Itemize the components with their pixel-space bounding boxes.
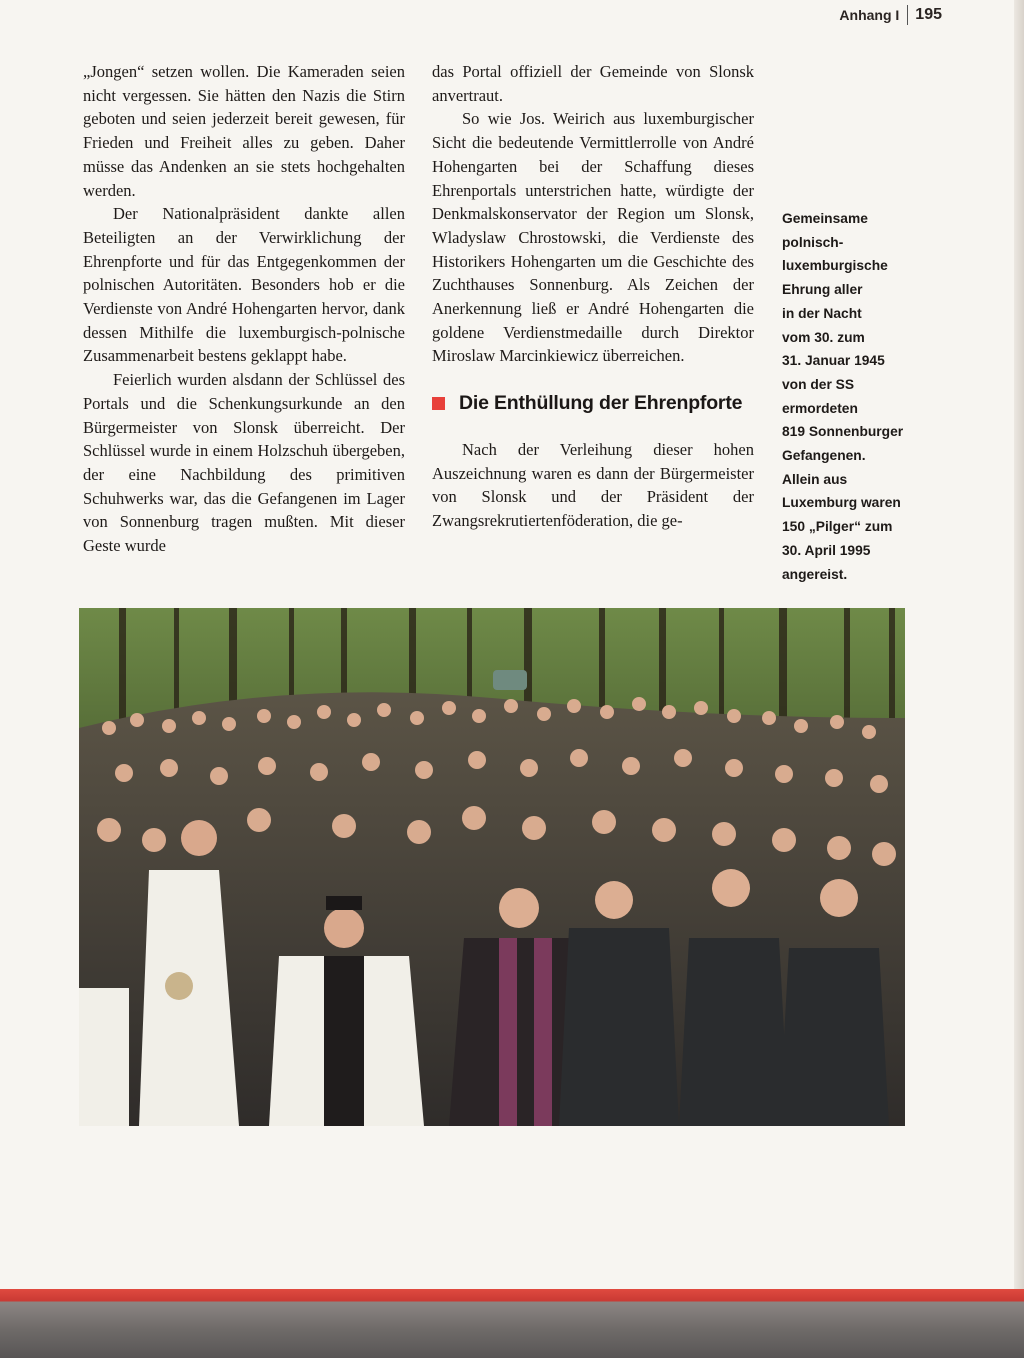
paragraph: Nach der Verleihung dieser hohen Auszeichnung waren es dann der Bürgermeister von Slonsk und der Präsident der Zwangsrekrutiertenföderation, die ge-	[432, 439, 754, 530]
paragraph: Feierlich wurden alsdann der Schlüssel des Portals und die Schenkungsurkunde an den Bürgermeister von Slonsk überreicht. Der Schlüssel wurde in einem Holzschuh übergeben, der eine Nachbildung des primitiven Schuhwerks war, das die Gefangenen im Lager von Sonnenburg tragen mußten. Mit dieser Geste wurde	[83, 370, 405, 556]
ceremony-photo	[79, 608, 905, 1126]
ceremony-photo-illustration	[79, 608, 905, 1126]
photo-caption: Gemeinsame polnisch- luxemburgische Ehrung aller in der Nacht vom 30. zum 31. Januar 1945 von der SS ermordeten 819 Sonnenburger Gefangenen. Allein aus Luxemburg waren 150 „Pilger“ zum 30. April 1995 angereist.	[782, 211, 904, 582]
running-head	[839, 4, 942, 26]
section-heading	[432, 392, 754, 416]
running-head-divider	[907, 5, 908, 25]
text-column-left	[83, 60, 405, 590]
running-head-section: Anhang I	[839, 7, 900, 23]
paragraph: das Portal offiziell der Gemeinde von Slonsk anvertraut.	[432, 62, 754, 105]
paragraph: Der Nationalpräsident dankte allen Beteiligten an der Verwirklichung der Ehrenpforte und für das Entgegenkommen der polnischen Autoritäten. Besonders hob er die Verdienste von André Hohengarten hervor, dank dessen Mithilfe die luxemburgisch-polnische Zusammenarbeit bestens geklappt habe.	[83, 204, 405, 366]
paragraph: So wie Jos. Weirich aus luxemburgischer Sicht die bedeutende Vermittlerrolle von André Hohengarten bei der Schaffung dieses Ehrenportals unterstrichen hatte, würdigte der Denkmalskonservator der Region um Slonsk, Wladyslaw Chrostowski, die Verdienste des Historikers Hohengarten um die Geschichte des Zuchthauses Sonnenburg. Als Zeichen der Anerkennung ließ er André Hohengarten die goldene Verdienstmedaille durch Direktor Miroslaw Marcinkiewicz überreichen.	[432, 109, 754, 366]
page-edge	[1014, 0, 1024, 1290]
book-bottom-edge	[0, 1289, 1024, 1358]
page-number: 195	[915, 6, 942, 23]
paragraph: „Jongen“ setzen wollen. Die Kameraden seien nicht vergessen. Sie hätten den Nazis die Stirn geboten und seien jederzeit bereit gewesen, für Frieden und Freiheit alles zu geben. Daher müsse das Andenken an sie stets hochgehalten werden.	[83, 62, 405, 200]
text-column-middle	[432, 60, 754, 590]
red-square-icon	[432, 397, 445, 410]
section-heading-text: Die Enthüllung der Ehrenpforte	[459, 392, 743, 415]
